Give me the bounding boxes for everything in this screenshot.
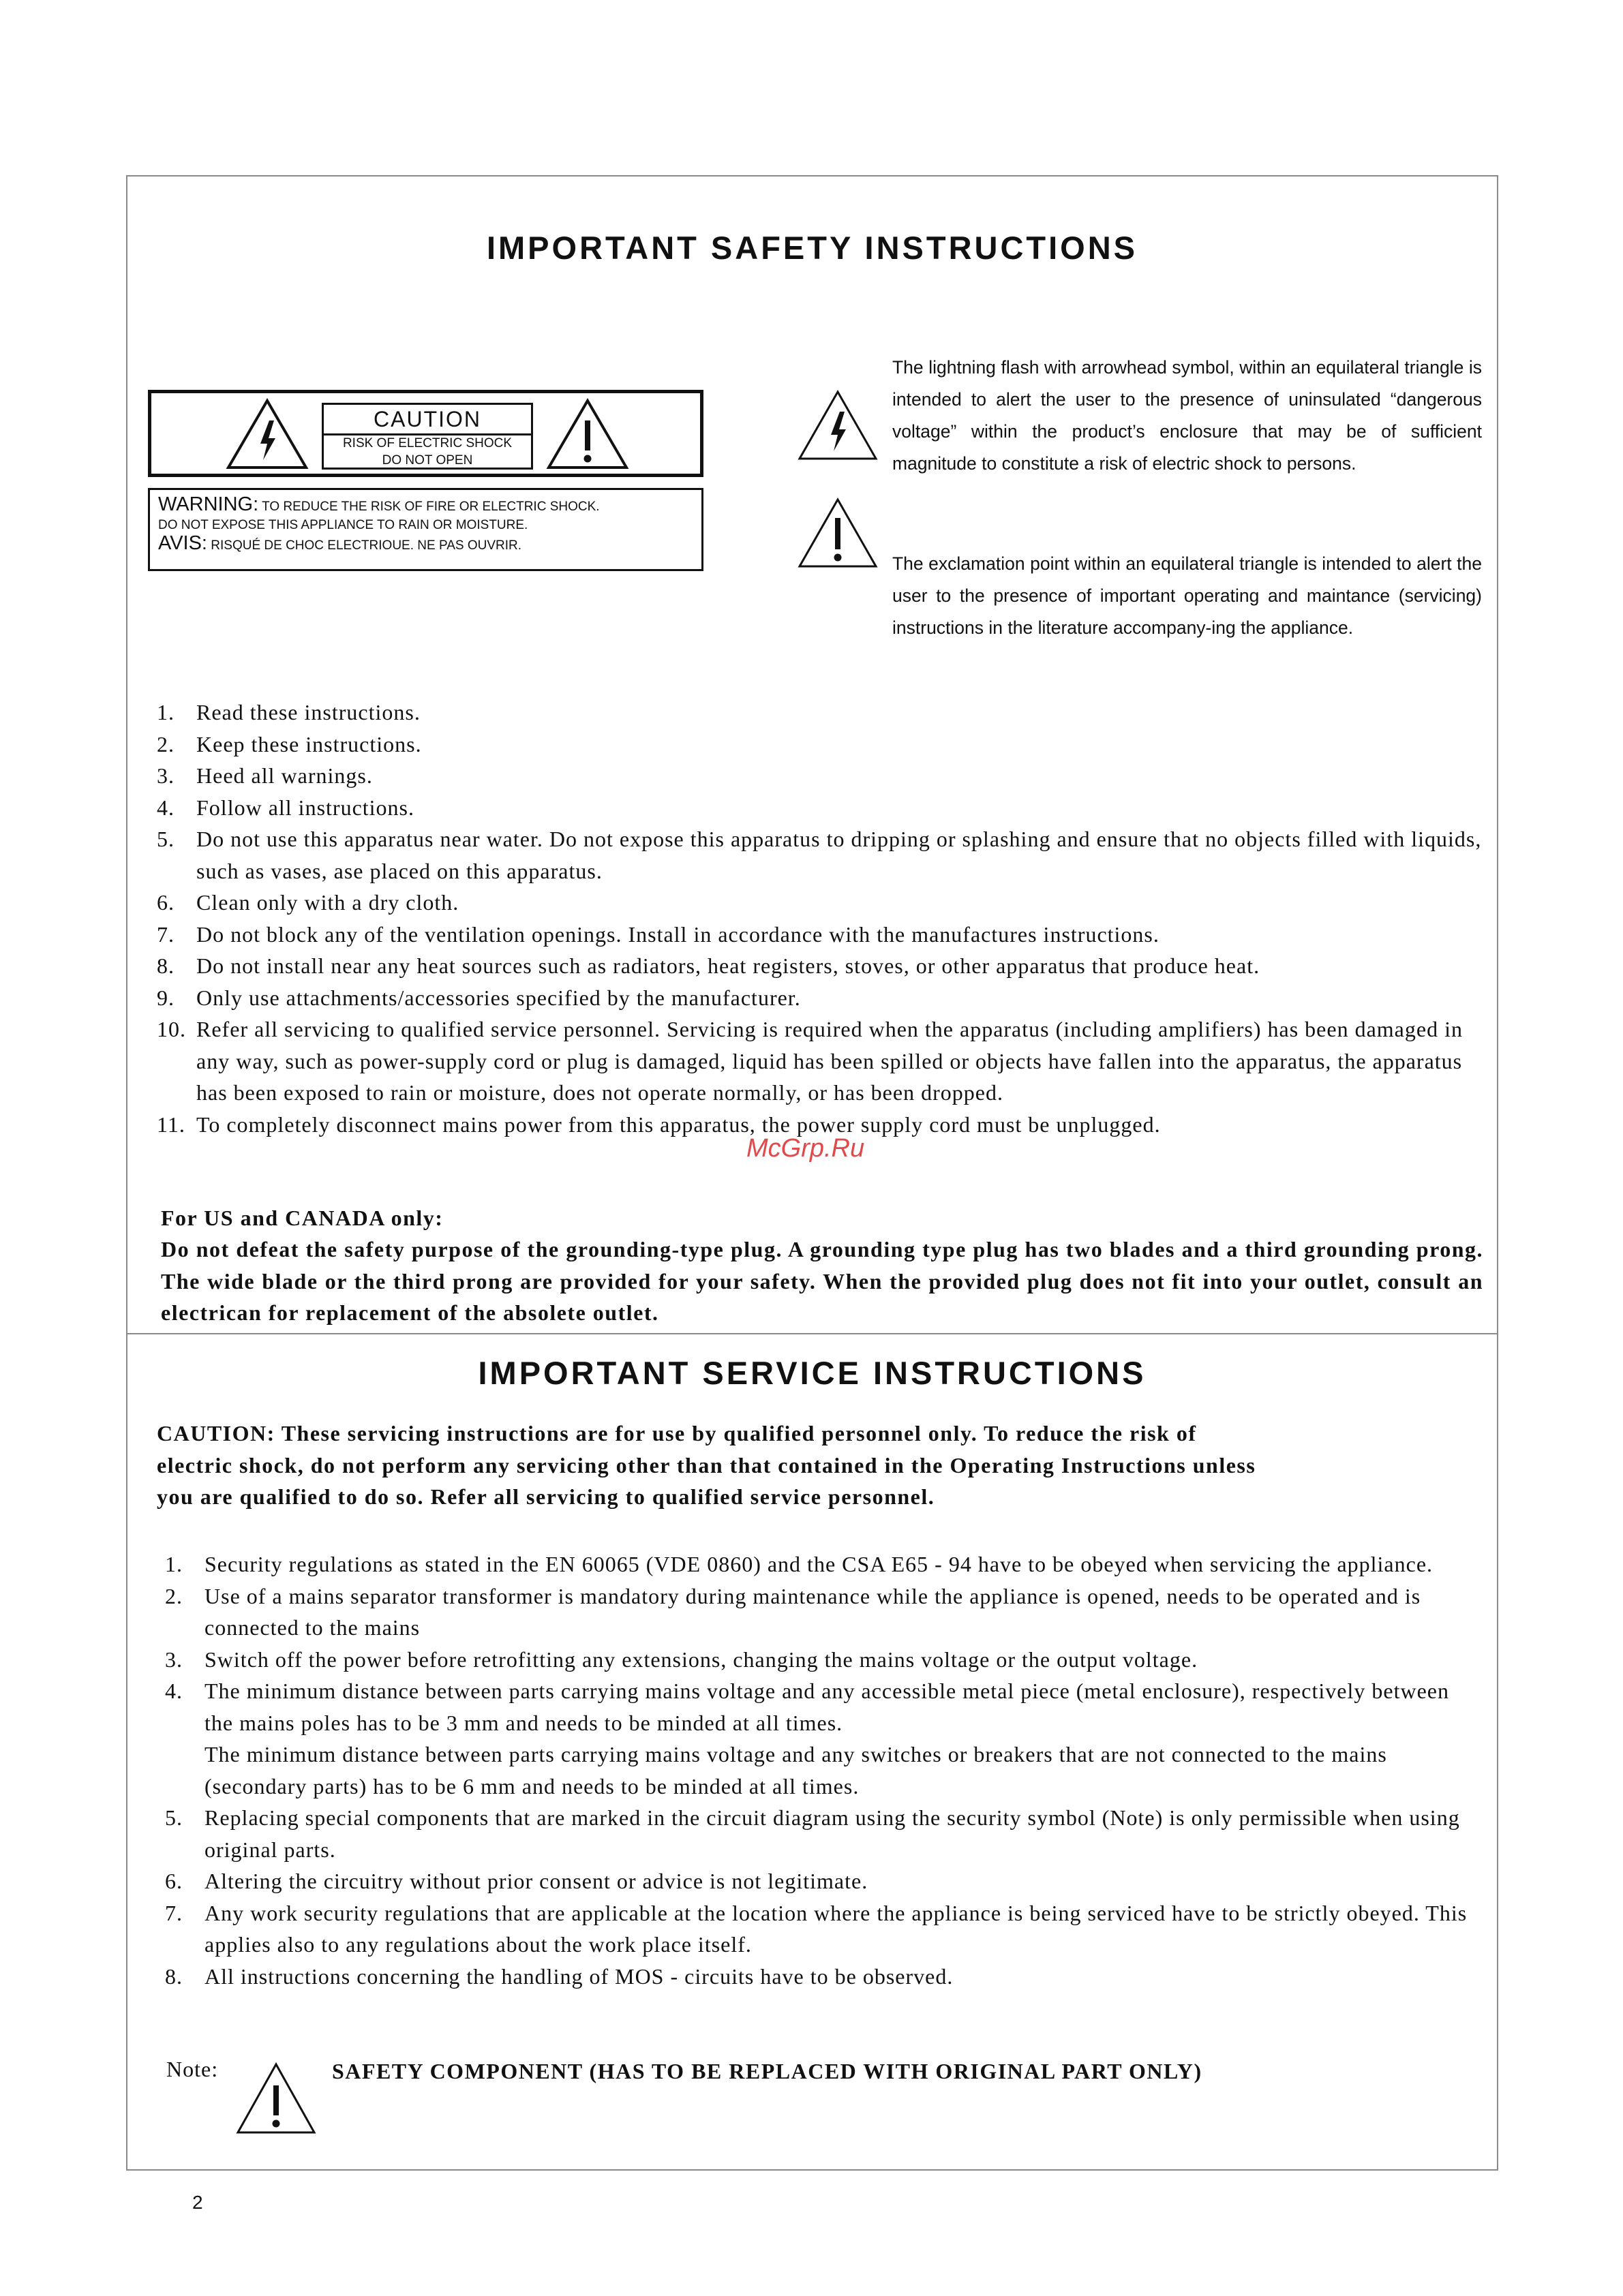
list-item: 6. Clean only with a dry cloth. (157, 890, 459, 915)
lightning-description: The lightning flash with arrowhead symbol, within an equilateral triangle is intended to alert the user to the presence of uninsulated “dangerous voltage” within the product’s enclosure that may be of sufficient magnitude to constitute a risk of electric shock to persons. (892, 357, 1482, 474)
section-divider (126, 1333, 1498, 1334)
list-item: 4. Follow all instructions. (157, 795, 414, 820)
note-text: SAFETY COMPONENT (HAS TO BE REPLACED WITH ORIGINAL PART ONLY) (332, 2059, 1202, 2083)
list-item: 11. To completely disconnect mains power from this apparatus, the power supply cord must be unplugged. (157, 1112, 1161, 1137)
caution-inner-box (322, 403, 533, 470)
list-item: 5. Replacing special components that are marked in the circuit diagram using the security symbol (Note) is only permissible when using original parts. (165, 1805, 1460, 1862)
service-title: IMPORTANT SERVICE INSTRUCTIONS (478, 1355, 1147, 1391)
watermark: McGrp.Ru (746, 1134, 865, 1163)
list-item: 9. Only use attachments/accessories specified by the manufacturer. (157, 985, 801, 1010)
list-item: 7. Any work security regulations that are applicable at the location where the appliance is being serviced have to be strictly obeyed. This applies also to any regulations about the work place itself. (165, 1900, 1468, 1957)
us-canada-text: Do not defeat the safety purpose of the grounding-type plug. A grounding type plug has two blades and a third grounding prong. The wide blade or the third prong are provided for your safety. When the provided plug does not fit into your outlet, consult an electrican for replacement of the absolete outlet. (161, 1237, 1483, 1325)
safety-instructions-list (157, 697, 1493, 1140)
warning-line-2: DO NOT EXPOSE THIS APPLIANCE TO RAIN OR MOISTURE. (158, 518, 528, 532)
list-item: 4. The minimum distance between parts carrying mains voltage and any accessible metal piece (metal enclosure), respectively between the mains poles has to be 3 mm and needs to be minded at all times. The minimum distance between parts carrying mains voltage and any switches or breakers that are not connected to the mains (secondary parts) has to be 6 mm and needs to be minded at all times. (165, 1679, 1449, 1798)
exclamation-warning-icon (547, 399, 628, 470)
list-item: 3. Heed all warnings. (157, 763, 373, 788)
safety-component-icon (236, 2062, 316, 2134)
safety-title: IMPORTANT SAFETY INSTRUCTIONS (486, 230, 1138, 266)
list-item: 6. Altering the circuitry without prior consent or advice is not legitimate. (165, 1869, 868, 1893)
list-item: 7. Do not block any of the ventilation openings. Install in accordance with the manufactures instructions. (157, 921, 1159, 947)
warning-label (148, 488, 703, 571)
list-item: 8. All instructions concerning the handling of MOS - circuits have to be observed. (165, 1963, 954, 1989)
warning-word: WARNING: (158, 493, 259, 515)
exclamation-description: The exclamation point within an equilateral triangle is intended to alert the user to the presence of important operating and maintance (servicing) instructions in the literature accompany-ing the appliance. (892, 553, 1482, 638)
list-item: 1. Read these instructions. (157, 700, 421, 724)
list-item: 2. Keep these instructions. (157, 731, 422, 756)
list-item: 5. Do not use this apparatus near water. Do not expose this apparatus to dripping or splashing and ensure that no objects filled with liquids, such as vases, ase placed on this apparatus. (157, 827, 1482, 883)
lightning-warning-icon (226, 399, 308, 470)
caution-heading: CAUTION (324, 405, 531, 435)
note-label: Note: (166, 2057, 219, 2081)
us-canada-heading: For US and CANADA only: (161, 1206, 444, 1230)
list-item: 8. Do not install near any heat sources such as radiators, heat registers, stoves, or other apparatus that produce heat. (157, 953, 1260, 978)
page-number: 2 (192, 2192, 203, 2213)
exclamation-symbol-icon (798, 498, 878, 568)
list-item: 2. Use of a mains separator transformer is mandatory during maintenance while the appliance is opened, needs to be operated and is connected to the mains (165, 1583, 1421, 1640)
caution-risk-text: RISK OF ELECTRIC SHOCK (342, 436, 513, 450)
service-caution: CAUTION: These servicing instructions are for use by qualified personnel only. To reduce the risk of electric shock, do not perform any servicing other than that contained in the Operating Instructions unless you are qualified to do so. Refer all servicing to qualified service personnel. (157, 1421, 1256, 1509)
list-item: 1. Security regulations as stated in the EN 60065 (VDE 0860) and the CSA E65 - 94 have to be obeyed when servicing the appliance. (165, 1552, 1434, 1576)
caution-do-not-open: DO NOT OPEN (382, 453, 473, 468)
caution-label (148, 390, 703, 477)
avis-word: AVIS: (158, 532, 207, 554)
list-item: 3. Switch off the power before retrofitting any extensions, changing the mains voltage or the output voltage. (165, 1647, 1198, 1672)
service-instructions-list (165, 1548, 1474, 1992)
lightning-symbol-icon (798, 390, 878, 461)
avis-text: RISQUÉ DE CHOC ELECTRIOUE. NE PAS OUVRIR. (211, 538, 522, 553)
warning-text: TO REDUCE THE RISK OF FIRE OR ELECTRIC SHOCK. (262, 500, 600, 514)
list-item: 10. Refer all servicing to qualified service personnel. Servicing is required when the apparatus (including amplifiers) has been damaged in any way, such as power-supply cord or plug is damaged, liquid has been spilled or objects have fallen into the apparatus, the apparatus has been exposed to rain or moisture, does not operate normally, or has been dropped. (157, 1017, 1463, 1105)
